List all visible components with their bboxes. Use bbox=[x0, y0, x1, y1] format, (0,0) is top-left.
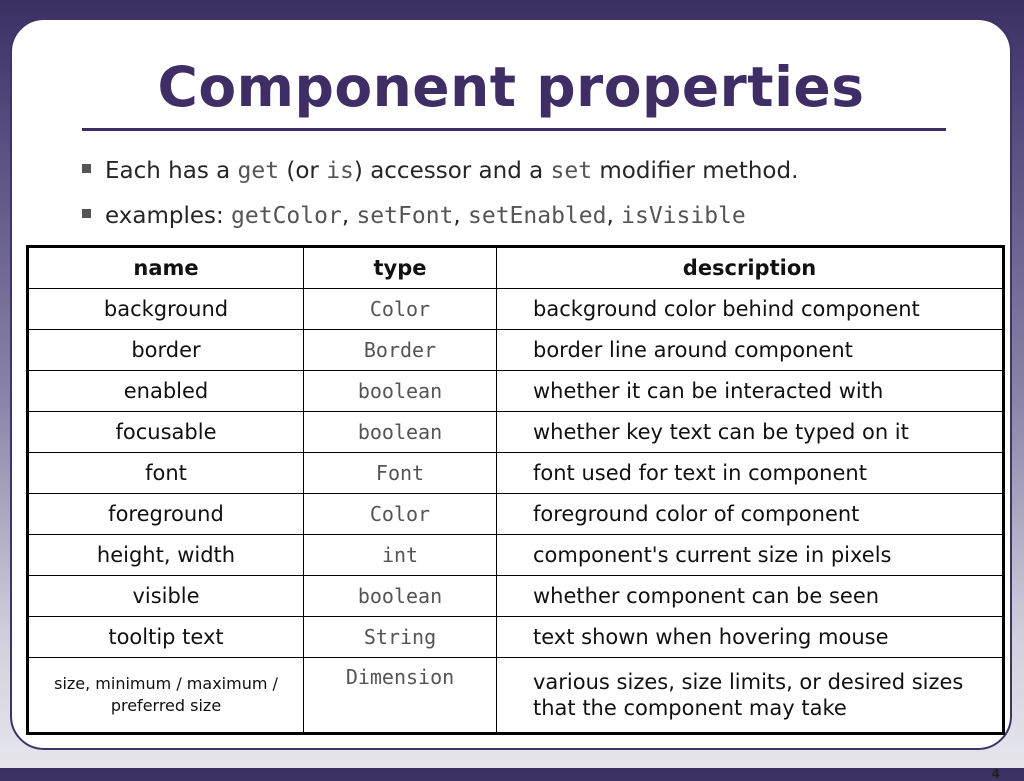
property-type: boolean bbox=[357, 583, 443, 608]
property-description: whether it can be interacted with bbox=[497, 371, 1004, 412]
property-type: boolean bbox=[357, 419, 443, 444]
code-term: setEnabled bbox=[468, 203, 607, 229]
property-name: foreground bbox=[28, 494, 304, 535]
property-type: Color bbox=[369, 501, 431, 526]
code-term: setFont bbox=[356, 203, 454, 229]
property-type-cell bbox=[304, 576, 497, 617]
bullet-square-icon bbox=[82, 164, 91, 173]
title-underline bbox=[82, 128, 946, 131]
property-type-cell bbox=[304, 330, 497, 371]
property-name: tooltip text bbox=[28, 617, 304, 658]
property-name: height, width bbox=[28, 535, 304, 576]
code-term: set bbox=[550, 158, 593, 184]
property-type-cell bbox=[304, 617, 497, 658]
property-description: font used for text in component bbox=[497, 453, 1004, 494]
property-description: whether key text can be typed on it bbox=[497, 412, 1004, 453]
property-type: Dimension bbox=[345, 665, 455, 689]
table-row bbox=[28, 658, 1004, 734]
bullet-text: ) accessor and a bbox=[353, 158, 551, 184]
table-row bbox=[28, 576, 1004, 617]
property-type-cell bbox=[304, 412, 497, 453]
property-name: size, minimum / maximum / preferred size bbox=[28, 658, 304, 734]
slide bbox=[10, 18, 1012, 781]
bullet-text: Each has a bbox=[105, 158, 238, 184]
bullet-text: modifier method. bbox=[592, 158, 799, 184]
property-name: border bbox=[28, 330, 304, 371]
header-type: type bbox=[304, 247, 497, 289]
property-type-cell bbox=[304, 453, 497, 494]
property-type-cell bbox=[304, 535, 497, 576]
bullet-text: , bbox=[453, 203, 469, 229]
table-row bbox=[28, 453, 1004, 494]
property-name: font bbox=[28, 453, 304, 494]
bullet-text: (or bbox=[279, 158, 327, 184]
table-row bbox=[28, 535, 1004, 576]
bullet-text: , bbox=[606, 203, 622, 229]
property-description: text shown when hovering mouse bbox=[497, 617, 1004, 658]
property-type-cell bbox=[304, 371, 497, 412]
property-description: component's current size in pixels bbox=[497, 535, 1004, 576]
property-description: various sizes, size limits, or desired sizes that the component may take bbox=[497, 658, 1004, 734]
property-description: whether component can be seen bbox=[497, 576, 1004, 617]
table-header-row bbox=[28, 247, 1004, 289]
bullet-text: examples: bbox=[105, 203, 232, 229]
property-type: Font bbox=[375, 460, 425, 485]
property-type-cell bbox=[304, 658, 497, 734]
page-number: 4 bbox=[991, 767, 1000, 781]
bullet-examples bbox=[82, 205, 746, 228]
header-name: name bbox=[28, 247, 304, 289]
table-row bbox=[28, 617, 1004, 658]
bullet-text: , bbox=[341, 203, 357, 229]
code-term: getColor bbox=[231, 203, 342, 229]
property-type-cell bbox=[304, 289, 497, 330]
bullet-square-icon bbox=[82, 209, 91, 218]
slide-title: Component properties bbox=[157, 55, 865, 119]
property-name: enabled bbox=[28, 371, 304, 412]
property-type: boolean bbox=[357, 378, 443, 403]
property-name: visible bbox=[28, 576, 304, 617]
code-term: get bbox=[237, 158, 280, 184]
table-row bbox=[28, 494, 1004, 535]
code-term: isVisible bbox=[621, 203, 746, 229]
property-description: foreground color of component bbox=[497, 494, 1004, 535]
properties-table bbox=[26, 245, 1005, 735]
bullet-accessors bbox=[82, 160, 798, 183]
header-description: description bbox=[497, 247, 1004, 289]
table-row bbox=[28, 371, 1004, 412]
table-row bbox=[28, 289, 1004, 330]
property-type: String bbox=[363, 624, 437, 649]
property-type: Color bbox=[369, 296, 431, 321]
property-name: background bbox=[28, 289, 304, 330]
property-type: Border bbox=[363, 337, 437, 362]
property-description: background color behind component bbox=[497, 289, 1004, 330]
property-name: focusable bbox=[28, 412, 304, 453]
property-description: border line around component bbox=[497, 330, 1004, 371]
table-row bbox=[28, 412, 1004, 453]
property-type-cell bbox=[304, 494, 497, 535]
property-type: int bbox=[381, 542, 419, 567]
code-term: is bbox=[326, 158, 354, 184]
table-row bbox=[28, 330, 1004, 371]
